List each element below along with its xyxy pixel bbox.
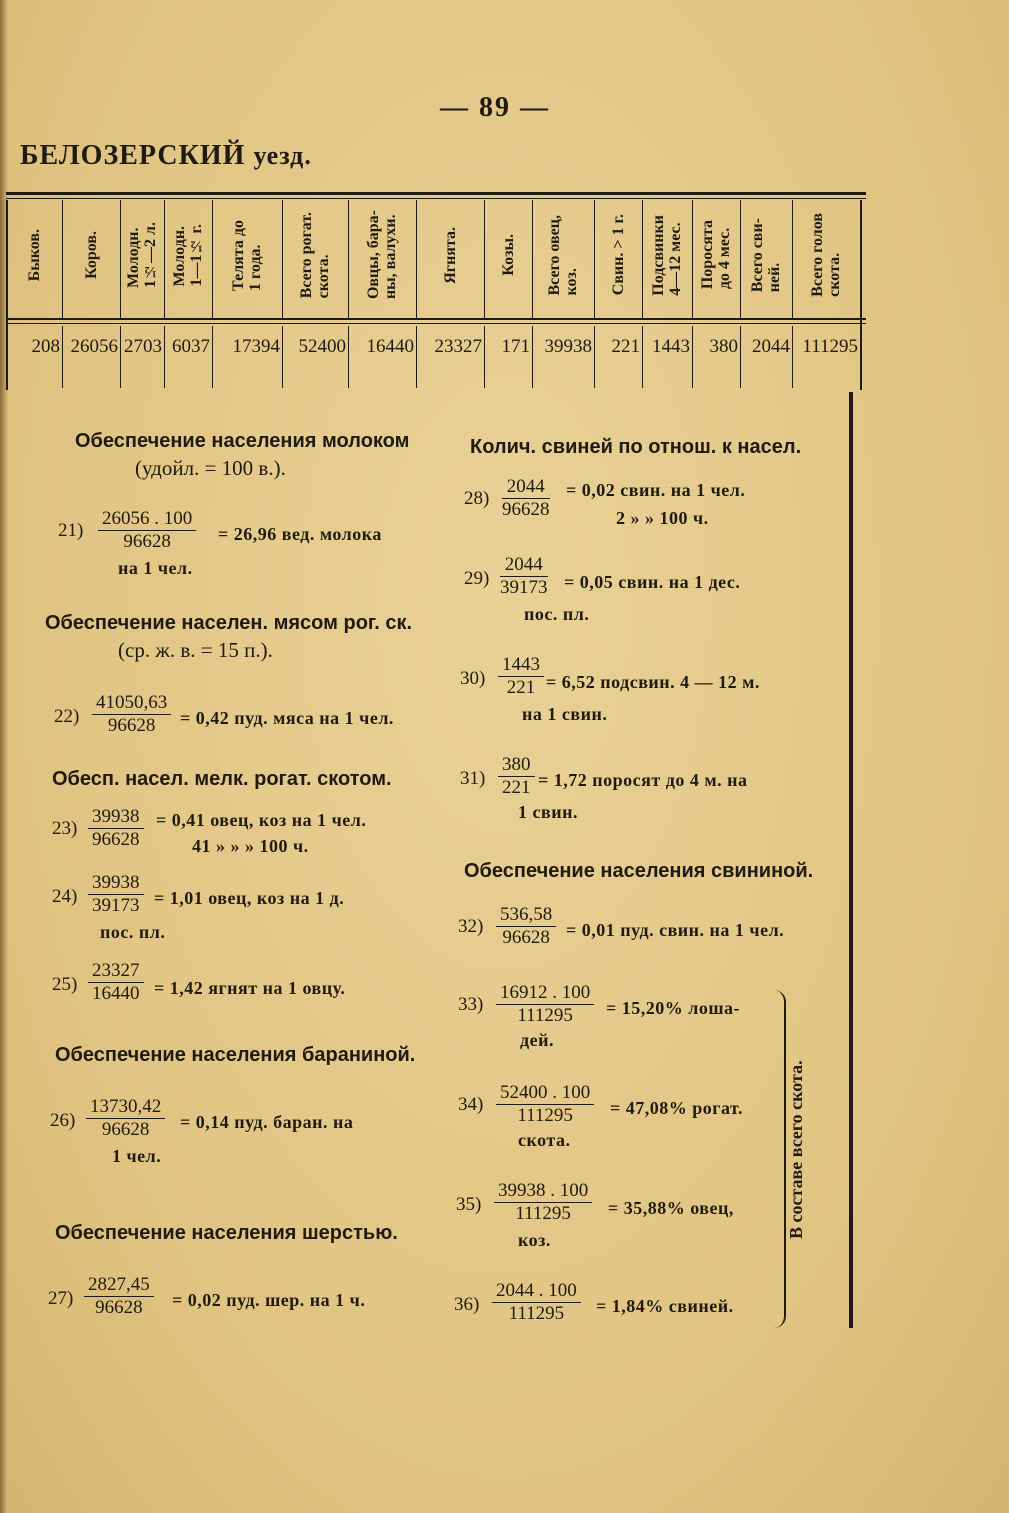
numerator: 39938 . 100 (494, 1180, 592, 1203)
formula-30-fraction (498, 654, 544, 699)
table-header-label: Всего голов скота. (809, 213, 843, 297)
table-header-label: Всего сви- ней. (749, 217, 783, 293)
formula-35-cont: коз. (518, 1230, 551, 1250)
formula-29-result: = 0,05 свин. на 1 дес. (564, 572, 741, 592)
numerator: 23327 (88, 960, 144, 983)
numerator: 2044 (500, 554, 548, 577)
formula-34-no: 34) (458, 1094, 484, 1115)
table-header-divider (642, 200, 643, 318)
numerator: 380 (498, 754, 535, 777)
formula-32-fraction (496, 904, 556, 949)
table-value-cell: 380 (709, 336, 738, 357)
livestock-table (6, 192, 866, 392)
formula-33-no: 33) (458, 994, 484, 1015)
heading-small-cattle: Обесп. насел. мелк. рогат. скотом. (52, 768, 392, 790)
table-header-cell (642, 192, 692, 318)
table-header-divider (740, 200, 741, 318)
table-data-divider (594, 326, 595, 388)
brace-label: В составе всего скота. (786, 1060, 806, 1240)
formula-32-result: = 0,01 пуд. свин. на 1 чел. (566, 920, 785, 940)
formula-28-result: = 0,02 свин. на 1 чел. (566, 480, 746, 500)
formula-28-no: 28) (464, 488, 490, 509)
denominator: 96628 (502, 927, 550, 948)
formula-36-fraction (492, 1280, 581, 1325)
heading-mutton: Обеспечение населения бараниной. (55, 1044, 416, 1066)
formula-29-cont: пос. пл. (524, 604, 590, 624)
table-value-cell: 171 (501, 336, 530, 357)
formula-33-result: = 15,20% лоша- (606, 998, 741, 1018)
table-header-label: Быков. (25, 228, 43, 282)
table-header-divider (792, 200, 793, 318)
table-value-cell: 26056 (70, 336, 118, 357)
formula-21-cont: на 1 чел. (118, 558, 193, 578)
denominator: 39173 (500, 577, 548, 598)
table-data-divider (416, 326, 417, 388)
table-data-divider (120, 326, 121, 388)
table-data-divider (740, 326, 741, 388)
table-data-divider (792, 326, 793, 388)
formula-31-cont: 1 свин. (518, 802, 578, 822)
table-header-cell (484, 192, 532, 318)
formula-26-result: = 0,14 пуд. баран. на (180, 1112, 354, 1132)
denominator: 39173 (92, 895, 140, 916)
numerator: 1443 (498, 654, 544, 677)
numerator: 52400 . 100 (496, 1082, 594, 1105)
table-data-divider (282, 326, 283, 388)
numerator: 39938 (88, 806, 144, 829)
formula-25-no: 25) (52, 974, 78, 995)
table-left-rule (6, 200, 8, 390)
table-header-divider (532, 200, 533, 318)
table-header-divider (120, 200, 121, 318)
table-header-rule (6, 318, 866, 320)
table-header-cell (740, 192, 792, 318)
table-value-cell: 52400 (298, 336, 346, 357)
table-value-cell: 17394 (232, 336, 280, 357)
table-header-label: Всего рогат. скота. (298, 211, 332, 299)
table-header-cell (692, 192, 740, 318)
table-header-cell (212, 192, 282, 318)
table-header-divider (212, 200, 213, 318)
formula-34-fraction (496, 1082, 594, 1127)
table-header-cell (348, 192, 416, 318)
brace (770, 990, 786, 1328)
formula-24-no: 24) (52, 886, 78, 907)
heading-milk-note: (удойл. = 100 в.). (135, 456, 286, 480)
numerator: 2827,45 (84, 1274, 154, 1297)
formula-31-fraction (498, 754, 535, 799)
formula-24-result: = 1,01 овец, коз на 1 д. (154, 888, 345, 908)
table-data-divider (532, 326, 533, 388)
table-data-divider (212, 326, 213, 388)
formula-27-no: 27) (48, 1288, 74, 1309)
formula-23-result: = 0,41 овец, коз на 1 чел. (156, 810, 367, 830)
formula-29-no: 29) (464, 568, 490, 589)
table-data-divider (348, 326, 349, 388)
page-number: — 89 — (440, 92, 550, 123)
denominator: 111295 (508, 1303, 565, 1324)
table-data-divider (642, 326, 643, 388)
formula-21-no: 21) (58, 520, 84, 541)
formula-32-no: 32) (458, 916, 484, 937)
table-header-cell (594, 192, 642, 318)
formula-23-result-2: 41 » » » 100 ч. (192, 836, 309, 856)
table-header-label: Всего овец, коз. (546, 214, 580, 296)
table-value-cell: 208 (31, 336, 60, 357)
table-header-divider (594, 200, 595, 318)
formula-23-no: 23) (52, 818, 78, 839)
heading-pigs: Колич. свиней по отнош. к насел. (470, 436, 802, 458)
table-value-cell: 2703 (124, 336, 162, 357)
table-header-cell (120, 192, 164, 318)
denominator: 221 (502, 777, 531, 798)
table-value-cell: 221 (611, 336, 640, 357)
denominator: 111295 (515, 1203, 571, 1224)
denominator: 96628 (92, 829, 140, 850)
formula-35-fraction (494, 1180, 592, 1225)
table-value-cell: 16440 (366, 336, 414, 357)
table-header-label: Козы. (499, 234, 517, 276)
table-header-rule-thin (6, 323, 866, 324)
table-header-cell (164, 192, 212, 318)
formula-35-no: 35) (456, 1194, 482, 1215)
table-header-label: Молодн. 1—1½ г. (171, 223, 205, 287)
table-header-divider (164, 200, 165, 318)
table-header-cell (282, 192, 348, 318)
table-value-cell: 6037 (172, 336, 210, 357)
formula-21-fraction (98, 508, 196, 553)
formula-33-cont: дей. (520, 1030, 554, 1050)
formula-31-result: = 1,72 поросят до 4 м. на (538, 770, 748, 790)
heading-meat-note: (ср. ж. в. = 15 п.). (118, 638, 273, 662)
heading-milk: Обеспечение населения молоком (75, 430, 410, 452)
table-header-cell (416, 192, 484, 318)
numerator: 536,58 (496, 904, 556, 927)
table-header-label: Коров. (82, 231, 100, 279)
table-header-label: Ягнята. (441, 226, 459, 284)
heading-meat: Обеспечение населен. мясом рог. ск. (45, 612, 413, 634)
numerator: 41050,63 (92, 692, 171, 715)
formula-26-cont: 1 чел. (112, 1146, 162, 1166)
formula-22-no: 22) (54, 706, 80, 727)
table-header-divider (416, 200, 417, 318)
table-header-divider (62, 200, 63, 318)
denominator: 96628 (123, 531, 171, 552)
denominator: 111295 (517, 1105, 573, 1126)
table-right-rule (860, 200, 862, 390)
denominator: 96628 (101, 1119, 150, 1140)
formula-30-result: = 6,52 подсвин. 4 — 12 м. (546, 672, 760, 692)
formula-22-result: = 0,42 пуд. мяса на 1 чел. (180, 708, 394, 728)
table-header-divider (348, 200, 349, 318)
denominator: 96628 (107, 715, 156, 736)
formula-27-fraction (84, 1274, 154, 1319)
formula-30-no: 30) (460, 668, 486, 689)
numerator: 16912 . 100 (496, 982, 594, 1005)
page-title (20, 140, 312, 172)
formula-30-cont: на 1 свин. (522, 704, 608, 724)
title-suffix: уезд. (253, 141, 312, 170)
formula-34-result: = 47,08% рогат. (610, 1098, 743, 1118)
heading-pork: Обеспечение населения свининой. (464, 860, 814, 882)
formula-29-fraction (500, 554, 548, 599)
numerator: 39938 (88, 872, 144, 895)
table-data-divider (484, 326, 485, 388)
table-value-cell: 111295 (802, 336, 858, 357)
formula-27-result: = 0,02 пуд. шер. на 1 ч. (172, 1290, 366, 1310)
table-header-cell (6, 192, 62, 318)
formula-35-result: = 35,88% овец, (608, 1198, 734, 1218)
table-value-cell: 23327 (434, 336, 482, 357)
table-header-label: Подсвинки 4—12 мес. (650, 214, 684, 296)
formula-28-result-2: 2 » » 100 ч. (616, 508, 709, 528)
formula-24-fraction (88, 872, 144, 917)
table-value-cell: 1443 (652, 336, 690, 357)
table-header-label: Молодн. 1½—2 л. (125, 222, 159, 288)
table-header-cell (792, 192, 860, 318)
formula-21-result: = 26,96 вед. молока (218, 524, 382, 544)
table-data-divider (692, 326, 693, 388)
formula-33-fraction (496, 982, 594, 1027)
formula-25-result: = 1,42 ягнят на 1 овцу. (154, 978, 346, 998)
table-header-label: Свин. > 1 г. (609, 214, 627, 296)
table-value-cell: 39938 (544, 336, 592, 357)
denominator: 96628 (502, 499, 550, 520)
formula-28-fraction (502, 476, 550, 521)
table-header-cell (62, 192, 120, 318)
formula-22-fraction (92, 692, 171, 737)
formula-31-no: 31) (460, 768, 486, 789)
formula-26-no: 26) (50, 1110, 76, 1131)
formula-36-result: = 1,84% свиней. (596, 1296, 734, 1316)
numerator: 2044 . 100 (492, 1280, 581, 1303)
table-header-label: Овцы, бара- ны, валухи. (365, 210, 399, 300)
denominator: 96628 (95, 1297, 143, 1318)
table-header-divider (282, 200, 283, 318)
formula-26-fraction (86, 1096, 165, 1141)
denominator: 111295 (517, 1005, 573, 1026)
heading-wool: Обеспечение населения шерстью. (55, 1222, 398, 1244)
table-header-cell (532, 192, 594, 318)
table-header-label: Телята до 1 года. (230, 219, 264, 291)
title-main: БЕЛОЗЕРСКИЙ (20, 140, 246, 171)
denominator: 16440 (92, 983, 140, 1004)
formula-34-cont: скота. (518, 1130, 571, 1150)
table-data-divider (164, 326, 165, 388)
table-header-divider (692, 200, 693, 318)
formula-25-fraction (88, 960, 144, 1005)
numerator: 26056 . 100 (98, 508, 196, 531)
formula-23-fraction (88, 806, 144, 851)
formula-36-no: 36) (454, 1294, 480, 1315)
table-value-cell: 2044 (752, 336, 790, 357)
table-data-divider (62, 326, 63, 388)
formula-24-cont: пос. пл. (100, 922, 166, 942)
table-header-label: Поросята до 4 мес. (699, 220, 733, 290)
table-header-divider (484, 200, 485, 318)
numerator: 2044 (502, 476, 550, 499)
denominator: 221 (506, 677, 536, 698)
right-rule (849, 392, 853, 1328)
numerator: 13730,42 (86, 1096, 165, 1119)
